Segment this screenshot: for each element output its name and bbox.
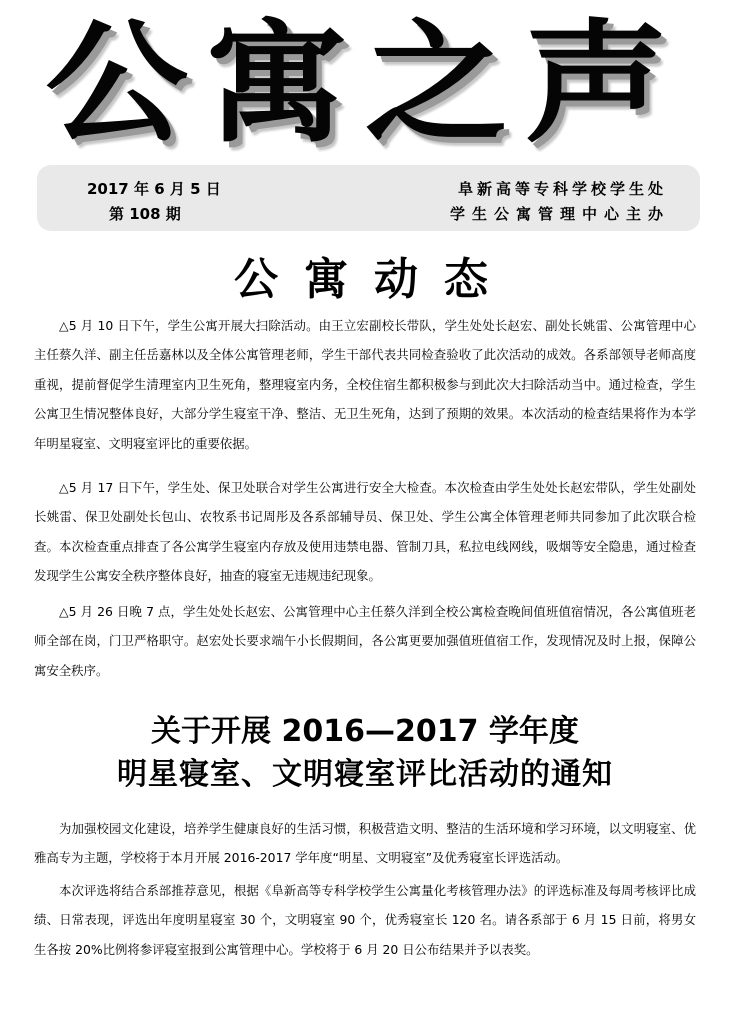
notice-paragraph: 为加强校园文化建设，培养学生健康良好的生活习惯，积极营造文明、整洁的生活环境和学习环境，以文明寝室、优雅高专为主题，学校将于本月开展 2016-2017 学年度“明星、文明寝室”及优秀寝室长评选活动。 xyxy=(34,821,696,866)
notice-paragraph: 本次评选将结合系部推荐意见，根据《阜新高等专科学校学生公寓量化考核管理办法》的评选标准及每周考核评比成绩、日常表现，评选出年度明星寝室 30 个，文明寝室 90 个，优秀寝室长 120 名。请各系部于 6 月 15 日前，将男女生各按 20%比例将参评寝室报到公寓管理中心。学校将于 6 月 20 日公布结果并予以表奖。 xyxy=(34,883,696,957)
issue-date: 2017 年 6 月 5 日 xyxy=(87,180,221,198)
info-bar xyxy=(37,165,700,231)
newsletter-title: 公寓之声 xyxy=(45,6,685,161)
notice-title-line1: 关于开展 2016—2017 学年度 xyxy=(151,714,579,749)
issue-number: 第 108 期 xyxy=(109,205,181,223)
publisher-organization: 阜新高等专科学校学生处 xyxy=(457,180,667,198)
sponsor-line: 学生公寓管理中心主办 xyxy=(449,205,670,223)
section-title-apartment-news: 公寓动态 xyxy=(234,254,514,305)
notice-title-line2: 明星寝室、文明寝室评比活动的通知 xyxy=(117,757,613,792)
masthead xyxy=(0,4,730,164)
news-paragraph: △5 月 17 日下午，学生处、保卫处联合对学生公寓进行安全大检查。本次检查由学生处处长赵宏带队，学生处副处长姚雷、保卫处副处长包山、农牧系书记周彤及各系部辅导员、保卫处、学生公寓全体管理老师共同参加了此次联合检查。本次检查重点排查了各公寓学生寝室内存放及使用违禁电器、管制刀具，私拉电线网线，吸烟等安全隐患，通过检查发现学生公寓安全秩序整体良好，抽查的寝室无违规违纪现象。 xyxy=(34,480,696,584)
news-paragraph: △5 月 26 日晚 7 点，学生处处长赵宏、公寓管理中心主任蔡久洋到全校公寓检查晚间值班值宿情况，各公寓值班老师全部在岗，门卫严格职守。赵宏处长要求端午小长假期间，各公寓更要加强值班值宿工作，发现情况及时上报，保障公寓安全秩序。 xyxy=(34,604,696,678)
news-paragraph: △5 月 10 日下午，学生公寓开展大扫除活动。由王立宏副校长带队，学生处处长赵宏、副处长姚雷、公寓管理中心主任蔡久洋、副主任岳嘉林以及全体公寓管理老师，学生干部代表共同检查验收了此次活动的成效。各系部领导老师高度重视，提前督促学生清理室内卫生死角，整理寝室内务，全校住宿生都积极参与到此次大扫除活动当中。通过检查，学生公寓卫生情况整体良好，大部分学生寝室干净、整洁、无卫生死角，达到了预期的效果。本次活动的检查结果将作为本学年明星寝室、文明寝室评比的重要依据。 xyxy=(34,318,696,451)
